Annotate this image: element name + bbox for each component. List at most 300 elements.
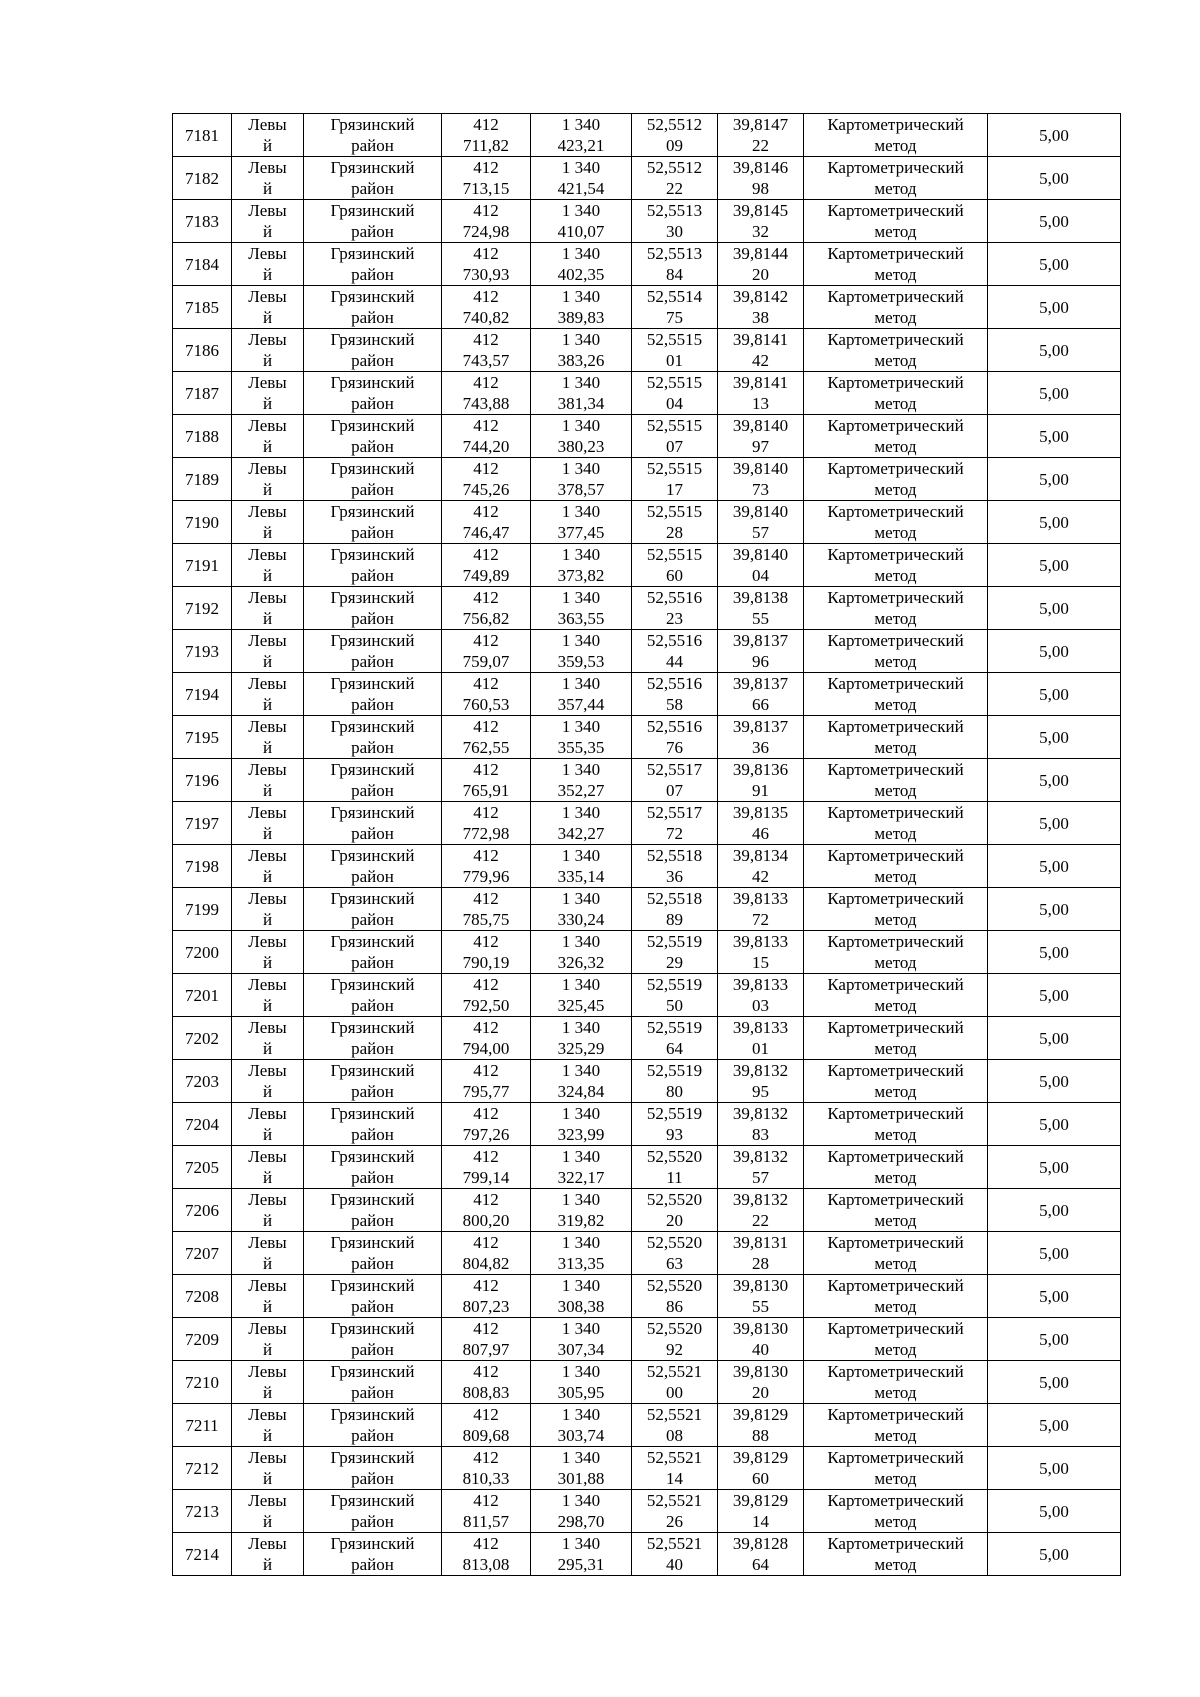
coord-y-cell-line: 1 340 bbox=[561, 545, 601, 564]
longitude-cell bbox=[718, 888, 804, 931]
bank-side-cell-line: й bbox=[262, 953, 273, 972]
latitude-cell-line: 52,5517 bbox=[646, 760, 703, 779]
coord-x-cell-line: 412 bbox=[473, 502, 499, 521]
coord-x-cell-line: 743,88 bbox=[462, 394, 510, 413]
district-cell bbox=[304, 673, 442, 716]
table-row bbox=[173, 372, 1121, 415]
accuracy-cell: 5,00 bbox=[988, 888, 1121, 931]
coord-x-cell-line: 765,91 bbox=[462, 781, 510, 800]
coord-y-cell bbox=[531, 1189, 632, 1232]
district-cell-line: Грязинский bbox=[330, 674, 415, 693]
coord-y-cell-line: 308,38 bbox=[557, 1297, 605, 1316]
bank-side-cell-line: й bbox=[262, 1426, 273, 1445]
method-cell-line: Картометрический bbox=[827, 717, 964, 736]
latitude-cell bbox=[632, 1060, 718, 1103]
bank-side-cell-line: й bbox=[262, 1211, 273, 1230]
coord-y-cell bbox=[531, 888, 632, 931]
coord-x-cell-line: 412 bbox=[473, 373, 499, 392]
district-cell bbox=[304, 759, 442, 802]
coord-y-cell bbox=[531, 372, 632, 415]
coord-x-cell bbox=[442, 1533, 531, 1576]
method-cell-line: метод bbox=[874, 136, 917, 155]
method-cell-line: Картометрический bbox=[827, 459, 964, 478]
method-cell bbox=[804, 1189, 988, 1232]
longitude-cell bbox=[718, 802, 804, 845]
method-cell-line: Картометрический bbox=[827, 1061, 964, 1080]
method-cell-line: метод bbox=[874, 695, 917, 714]
bank-side-cell-line: й bbox=[262, 523, 273, 542]
bank-side-cell-line: й bbox=[262, 394, 273, 413]
table-row bbox=[173, 1318, 1121, 1361]
district-cell bbox=[304, 1060, 442, 1103]
coord-x-cell bbox=[442, 1490, 531, 1533]
coord-y-cell-line: 1 340 bbox=[561, 502, 601, 521]
longitude-cell bbox=[718, 974, 804, 1017]
table-row bbox=[173, 1060, 1121, 1103]
accuracy-cell: 5,00 bbox=[988, 1060, 1121, 1103]
bank-side-cell-line: Левы bbox=[248, 330, 287, 349]
longitude-cell-line: 39,8141 bbox=[732, 330, 789, 349]
longitude-cell bbox=[718, 1146, 804, 1189]
bank-side-cell bbox=[232, 974, 304, 1017]
coord-y-cell-line: 359,53 bbox=[557, 652, 605, 671]
bank-side-cell-line: Левы bbox=[248, 502, 287, 521]
coord-y-cell-line: 305,95 bbox=[557, 1383, 605, 1402]
bank-side-cell-line: й bbox=[262, 609, 273, 628]
method-cell-line: метод bbox=[874, 394, 917, 413]
longitude-cell-line: 03 bbox=[752, 996, 769, 1015]
bank-side-cell bbox=[232, 1275, 304, 1318]
bank-side-cell-line: Левы bbox=[248, 1190, 287, 1209]
bank-side-cell-line: й bbox=[262, 437, 273, 456]
district-cell-line: Грязинский bbox=[330, 1018, 415, 1037]
latitude-cell-line: 52,5515 bbox=[646, 502, 703, 521]
bank-side-cell bbox=[232, 1232, 304, 1275]
method-cell-line: метод bbox=[874, 1211, 917, 1230]
coord-x-cell bbox=[442, 1189, 531, 1232]
coord-x-cell bbox=[442, 1103, 531, 1146]
latitude-cell bbox=[632, 544, 718, 587]
method-cell-line: Картометрический bbox=[827, 1147, 964, 1166]
district-cell-line: район bbox=[351, 308, 394, 327]
bank-side-cell-line: Левы bbox=[248, 416, 287, 435]
method-cell-line: Картометрический bbox=[827, 1491, 964, 1510]
latitude-cell-line: 44 bbox=[666, 652, 683, 671]
bank-side-cell-line: Левы bbox=[248, 1448, 287, 1467]
coord-x-cell-line: 412 bbox=[473, 1405, 499, 1424]
district-cell bbox=[304, 286, 442, 329]
coord-x-cell-line: 740,82 bbox=[462, 308, 510, 327]
coord-x-cell-line: 412 bbox=[473, 1061, 499, 1080]
latitude-cell-line: 36 bbox=[666, 867, 683, 886]
method-cell-line: метод bbox=[874, 179, 917, 198]
district-cell bbox=[304, 243, 442, 286]
district-cell-line: Грязинский bbox=[330, 803, 415, 822]
method-cell-line: метод bbox=[874, 1297, 917, 1316]
longitude-cell-line: 22 bbox=[752, 136, 769, 155]
coord-y-cell bbox=[531, 544, 632, 587]
coord-x-cell bbox=[442, 1060, 531, 1103]
method-cell bbox=[804, 802, 988, 845]
coord-x-cell-line: 412 bbox=[473, 545, 499, 564]
coord-x-cell bbox=[442, 1017, 531, 1060]
latitude-cell-line: 20 bbox=[666, 1211, 683, 1230]
point-number-cell: 7203 bbox=[173, 1060, 232, 1103]
district-cell-line: район bbox=[351, 222, 394, 241]
coord-y-cell-line: 1 340 bbox=[561, 416, 601, 435]
bank-side-cell bbox=[232, 286, 304, 329]
coord-y-cell-line: 303,74 bbox=[557, 1426, 605, 1445]
longitude-cell-line: 39,8130 bbox=[732, 1276, 789, 1295]
coord-x-cell-line: 797,26 bbox=[462, 1125, 510, 1144]
district-cell-line: район bbox=[351, 136, 394, 155]
district-cell-line: район bbox=[351, 437, 394, 456]
bank-side-cell bbox=[232, 458, 304, 501]
bank-side-cell bbox=[232, 501, 304, 544]
method-cell bbox=[804, 243, 988, 286]
district-cell-line: район bbox=[351, 953, 394, 972]
latitude-cell-line: 52,5515 bbox=[646, 416, 703, 435]
bank-side-cell bbox=[232, 1404, 304, 1447]
longitude-cell-line: 39,8137 bbox=[732, 674, 789, 693]
point-number-cell: 7196 bbox=[173, 759, 232, 802]
latitude-cell bbox=[632, 1017, 718, 1060]
accuracy-cell: 5,00 bbox=[988, 372, 1121, 415]
district-cell-line: Грязинский bbox=[330, 330, 415, 349]
coord-x-cell-line: 807,23 bbox=[462, 1297, 510, 1316]
bank-side-cell-line: Левы bbox=[248, 717, 287, 736]
coord-y-cell-line: 1 340 bbox=[561, 158, 601, 177]
method-cell-line: метод bbox=[874, 1254, 917, 1273]
point-number-cell: 7182 bbox=[173, 157, 232, 200]
method-cell-line: Картометрический bbox=[827, 1362, 964, 1381]
accuracy-cell: 5,00 bbox=[988, 931, 1121, 974]
district-cell bbox=[304, 1447, 442, 1490]
table-row bbox=[173, 286, 1121, 329]
bank-side-cell-line: й bbox=[262, 1254, 273, 1273]
accuracy-cell: 5,00 bbox=[988, 673, 1121, 716]
coord-x-cell bbox=[442, 1318, 531, 1361]
point-number-cell: 7207 bbox=[173, 1232, 232, 1275]
accuracy-cell: 5,00 bbox=[988, 1404, 1121, 1447]
coord-y-cell bbox=[531, 1533, 632, 1576]
point-number-cell: 7188 bbox=[173, 415, 232, 458]
bank-side-cell-line: й bbox=[262, 738, 273, 757]
method-cell-line: метод bbox=[874, 824, 917, 843]
district-cell-line: Грязинский bbox=[330, 1104, 415, 1123]
district-cell-line: район bbox=[351, 1082, 394, 1101]
method-cell bbox=[804, 1361, 988, 1404]
point-number-cell: 7184 bbox=[173, 243, 232, 286]
coord-y-cell bbox=[531, 1490, 632, 1533]
table-row bbox=[173, 802, 1121, 845]
coord-x-cell-line: 810,33 bbox=[462, 1469, 510, 1488]
district-cell bbox=[304, 1404, 442, 1447]
bank-side-cell-line: й bbox=[262, 179, 273, 198]
coord-x-cell-line: 412 bbox=[473, 1233, 499, 1252]
bank-side-cell bbox=[232, 1017, 304, 1060]
district-cell-line: район bbox=[351, 1469, 394, 1488]
longitude-cell-line: 39,8134 bbox=[732, 846, 789, 865]
method-cell bbox=[804, 114, 988, 157]
accuracy-cell: 5,00 bbox=[988, 415, 1121, 458]
method-cell-line: Картометрический bbox=[827, 1534, 964, 1553]
latitude-cell-line: 52,5515 bbox=[646, 373, 703, 392]
latitude-cell-line: 52,5516 bbox=[646, 631, 703, 650]
point-number-cell: 7193 bbox=[173, 630, 232, 673]
coord-x-cell-line: 800,20 bbox=[462, 1211, 510, 1230]
latitude-cell-line: 52,5520 bbox=[646, 1233, 703, 1252]
district-cell bbox=[304, 372, 442, 415]
bank-side-cell bbox=[232, 759, 304, 802]
method-cell bbox=[804, 501, 988, 544]
district-cell-line: Грязинский bbox=[330, 201, 415, 220]
coord-y-cell-line: 1 340 bbox=[561, 1534, 601, 1553]
latitude-cell bbox=[632, 157, 718, 200]
coord-y-cell bbox=[531, 1404, 632, 1447]
accuracy-cell: 5,00 bbox=[988, 716, 1121, 759]
coord-y-cell bbox=[531, 802, 632, 845]
district-cell-line: район bbox=[351, 738, 394, 757]
coord-x-cell bbox=[442, 802, 531, 845]
coord-y-cell-line: 1 340 bbox=[561, 889, 601, 908]
district-cell-line: Грязинский bbox=[330, 1190, 415, 1209]
coord-x-cell bbox=[442, 1404, 531, 1447]
longitude-cell-line: 39,8133 bbox=[732, 932, 789, 951]
district-cell bbox=[304, 157, 442, 200]
coord-y-cell-line: 389,83 bbox=[557, 308, 605, 327]
coord-y-cell-line: 380,23 bbox=[557, 437, 605, 456]
coord-y-cell-line: 325,29 bbox=[557, 1039, 605, 1058]
accuracy-cell: 5,00 bbox=[988, 544, 1121, 587]
coord-y-cell-line: 330,24 bbox=[557, 910, 605, 929]
district-cell-line: Грязинский bbox=[330, 631, 415, 650]
latitude-cell bbox=[632, 1146, 718, 1189]
bank-side-cell-line: Левы bbox=[248, 545, 287, 564]
longitude-cell bbox=[718, 1318, 804, 1361]
method-cell bbox=[804, 1060, 988, 1103]
coord-y-cell bbox=[531, 329, 632, 372]
coord-y-cell-line: 1 340 bbox=[561, 330, 601, 349]
longitude-cell-line: 57 bbox=[752, 1168, 769, 1187]
coord-y-cell bbox=[531, 630, 632, 673]
accuracy-cell: 5,00 bbox=[988, 759, 1121, 802]
latitude-cell-line: 28 bbox=[666, 523, 683, 542]
latitude-cell bbox=[632, 286, 718, 329]
coord-x-cell-line: 785,75 bbox=[462, 910, 510, 929]
longitude-cell-line: 39,8132 bbox=[732, 1104, 789, 1123]
latitude-cell-line: 52,5520 bbox=[646, 1319, 703, 1338]
latitude-cell-line: 30 bbox=[666, 222, 683, 241]
latitude-cell-line: 07 bbox=[666, 437, 683, 456]
bank-side-cell-line: Левы bbox=[248, 1018, 287, 1037]
longitude-cell bbox=[718, 1404, 804, 1447]
table-row bbox=[173, 1275, 1121, 1318]
bank-side-cell bbox=[232, 716, 304, 759]
method-cell bbox=[804, 200, 988, 243]
coord-x-cell-line: 412 bbox=[473, 1362, 499, 1381]
district-cell-line: Грязинский bbox=[330, 1362, 415, 1381]
table-body bbox=[173, 114, 1121, 1576]
district-cell bbox=[304, 544, 442, 587]
longitude-cell-line: 39,8137 bbox=[732, 717, 789, 736]
method-cell-line: Картометрический bbox=[827, 975, 964, 994]
longitude-cell-line: 14 bbox=[752, 1512, 769, 1531]
accuracy-cell: 5,00 bbox=[988, 200, 1121, 243]
bank-side-cell bbox=[232, 372, 304, 415]
latitude-cell bbox=[632, 200, 718, 243]
coord-y-cell-line: 423,21 bbox=[557, 136, 605, 155]
latitude-cell-line: 52,5520 bbox=[646, 1147, 703, 1166]
method-cell-line: Картометрический bbox=[827, 846, 964, 865]
coord-x-cell-line: 412 bbox=[473, 115, 499, 134]
bank-side-cell bbox=[232, 200, 304, 243]
district-cell-line: Грязинский bbox=[330, 932, 415, 951]
district-cell bbox=[304, 1275, 442, 1318]
bank-side-cell-line: Левы bbox=[248, 1362, 287, 1381]
method-cell-line: метод bbox=[874, 781, 917, 800]
coord-x-cell-line: 412 bbox=[473, 201, 499, 220]
method-cell-line: Картометрический bbox=[827, 416, 964, 435]
latitude-cell bbox=[632, 1232, 718, 1275]
coord-y-cell-line: 313,35 bbox=[557, 1254, 605, 1273]
coord-x-cell-line: 772,98 bbox=[462, 824, 510, 843]
bank-side-cell bbox=[232, 114, 304, 157]
coordinates-table bbox=[172, 113, 1121, 1576]
longitude-cell-line: 39,8133 bbox=[732, 1018, 789, 1037]
bank-side-cell-line: й bbox=[262, 1340, 273, 1359]
bank-side-cell-line: Левы bbox=[248, 975, 287, 994]
latitude-cell-line: 52,5520 bbox=[646, 1276, 703, 1295]
coord-y-cell-line: 1 340 bbox=[561, 244, 601, 263]
coord-x-cell-line: 790,19 bbox=[462, 953, 510, 972]
accuracy-cell: 5,00 bbox=[988, 1146, 1121, 1189]
coord-y-cell bbox=[531, 931, 632, 974]
coord-y-cell-line: 1 340 bbox=[561, 1491, 601, 1510]
coord-y-cell bbox=[531, 1103, 632, 1146]
longitude-cell-line: 38 bbox=[752, 308, 769, 327]
table-row bbox=[173, 1189, 1121, 1232]
bank-side-cell-line: й bbox=[262, 480, 273, 499]
table-row bbox=[173, 1447, 1121, 1490]
district-cell bbox=[304, 200, 442, 243]
district-cell-line: Грязинский bbox=[330, 1534, 415, 1553]
district-cell-line: район bbox=[351, 1125, 394, 1144]
method-cell-line: метод bbox=[874, 1555, 917, 1574]
method-cell bbox=[804, 286, 988, 329]
coord-y-cell-line: 1 340 bbox=[561, 631, 601, 650]
coord-y-cell-line: 1 340 bbox=[561, 588, 601, 607]
coord-x-cell-line: 412 bbox=[473, 846, 499, 865]
district-cell-line: Грязинский bbox=[330, 717, 415, 736]
method-cell bbox=[804, 1533, 988, 1576]
accuracy-cell: 5,00 bbox=[988, 587, 1121, 630]
latitude-cell bbox=[632, 931, 718, 974]
latitude-cell bbox=[632, 845, 718, 888]
longitude-cell bbox=[718, 286, 804, 329]
latitude-cell-line: 50 bbox=[666, 996, 683, 1015]
coord-y-cell-line: 1 340 bbox=[561, 115, 601, 134]
bank-side-cell-line: Левы bbox=[248, 932, 287, 951]
coord-y-cell bbox=[531, 1146, 632, 1189]
district-cell bbox=[304, 114, 442, 157]
coord-y-cell-line: 326,32 bbox=[557, 953, 605, 972]
coord-y-cell bbox=[531, 1447, 632, 1490]
district-cell-line: район bbox=[351, 351, 394, 370]
coord-x-cell-line: 779,96 bbox=[462, 867, 510, 886]
bank-side-cell bbox=[232, 243, 304, 286]
district-cell-line: район bbox=[351, 480, 394, 499]
bank-side-cell bbox=[232, 329, 304, 372]
bank-side-cell bbox=[232, 888, 304, 931]
coord-y-cell-line: 307,34 bbox=[557, 1340, 605, 1359]
coord-y-cell-line: 1 340 bbox=[561, 1448, 601, 1467]
coord-y-cell-line: 323,99 bbox=[557, 1125, 605, 1144]
method-cell-line: Картометрический bbox=[827, 1190, 964, 1209]
point-number-cell: 7194 bbox=[173, 673, 232, 716]
bank-side-cell bbox=[232, 1361, 304, 1404]
bank-side-cell-line: Левы bbox=[248, 1061, 287, 1080]
method-cell-line: Картометрический bbox=[827, 674, 964, 693]
method-cell bbox=[804, 931, 988, 974]
table-row bbox=[173, 716, 1121, 759]
point-number-cell: 7191 bbox=[173, 544, 232, 587]
point-number-cell: 7198 bbox=[173, 845, 232, 888]
method-cell-line: Картометрический bbox=[827, 1276, 964, 1295]
longitude-cell bbox=[718, 1275, 804, 1318]
coord-y-cell bbox=[531, 1017, 632, 1060]
district-cell-line: Грязинский bbox=[330, 889, 415, 908]
table-row bbox=[173, 458, 1121, 501]
latitude-cell-line: 04 bbox=[666, 394, 683, 413]
longitude-cell bbox=[718, 243, 804, 286]
longitude-cell bbox=[718, 716, 804, 759]
bank-side-cell bbox=[232, 931, 304, 974]
method-cell-line: Картометрический bbox=[827, 373, 964, 392]
table-row bbox=[173, 544, 1121, 587]
bank-side-cell-line: Левы bbox=[248, 459, 287, 478]
district-cell-line: район bbox=[351, 265, 394, 284]
coord-y-cell-line: 1 340 bbox=[561, 201, 601, 220]
point-number-cell: 7202 bbox=[173, 1017, 232, 1060]
district-cell-line: Грязинский bbox=[330, 975, 415, 994]
latitude-cell bbox=[632, 673, 718, 716]
coord-x-cell-line: 412 bbox=[473, 760, 499, 779]
method-cell bbox=[804, 1275, 988, 1318]
longitude-cell bbox=[718, 1189, 804, 1232]
coord-y-cell-line: 377,45 bbox=[557, 523, 605, 542]
longitude-cell-line: 39,8130 bbox=[732, 1319, 789, 1338]
longitude-cell bbox=[718, 931, 804, 974]
method-cell-line: метод bbox=[874, 1383, 917, 1402]
longitude-cell bbox=[718, 157, 804, 200]
bank-side-cell-line: Левы bbox=[248, 1233, 287, 1252]
latitude-cell-line: 52,5514 bbox=[646, 287, 703, 306]
latitude-cell-line: 52,5521 bbox=[646, 1491, 703, 1510]
bank-side-cell-line: й bbox=[262, 1082, 273, 1101]
coord-x-cell-line: 743,57 bbox=[462, 351, 510, 370]
longitude-cell-line: 39,8133 bbox=[732, 975, 789, 994]
coord-x-cell bbox=[442, 716, 531, 759]
coord-y-cell-line: 1 340 bbox=[561, 459, 601, 478]
method-cell-line: Картометрический bbox=[827, 588, 964, 607]
method-cell-line: метод bbox=[874, 1082, 917, 1101]
bank-side-cell-line: Левы bbox=[248, 760, 287, 779]
longitude-cell-line: 39,8146 bbox=[732, 158, 789, 177]
district-cell bbox=[304, 1146, 442, 1189]
longitude-cell-line: 13 bbox=[752, 394, 769, 413]
method-cell-line: Картометрический bbox=[827, 631, 964, 650]
